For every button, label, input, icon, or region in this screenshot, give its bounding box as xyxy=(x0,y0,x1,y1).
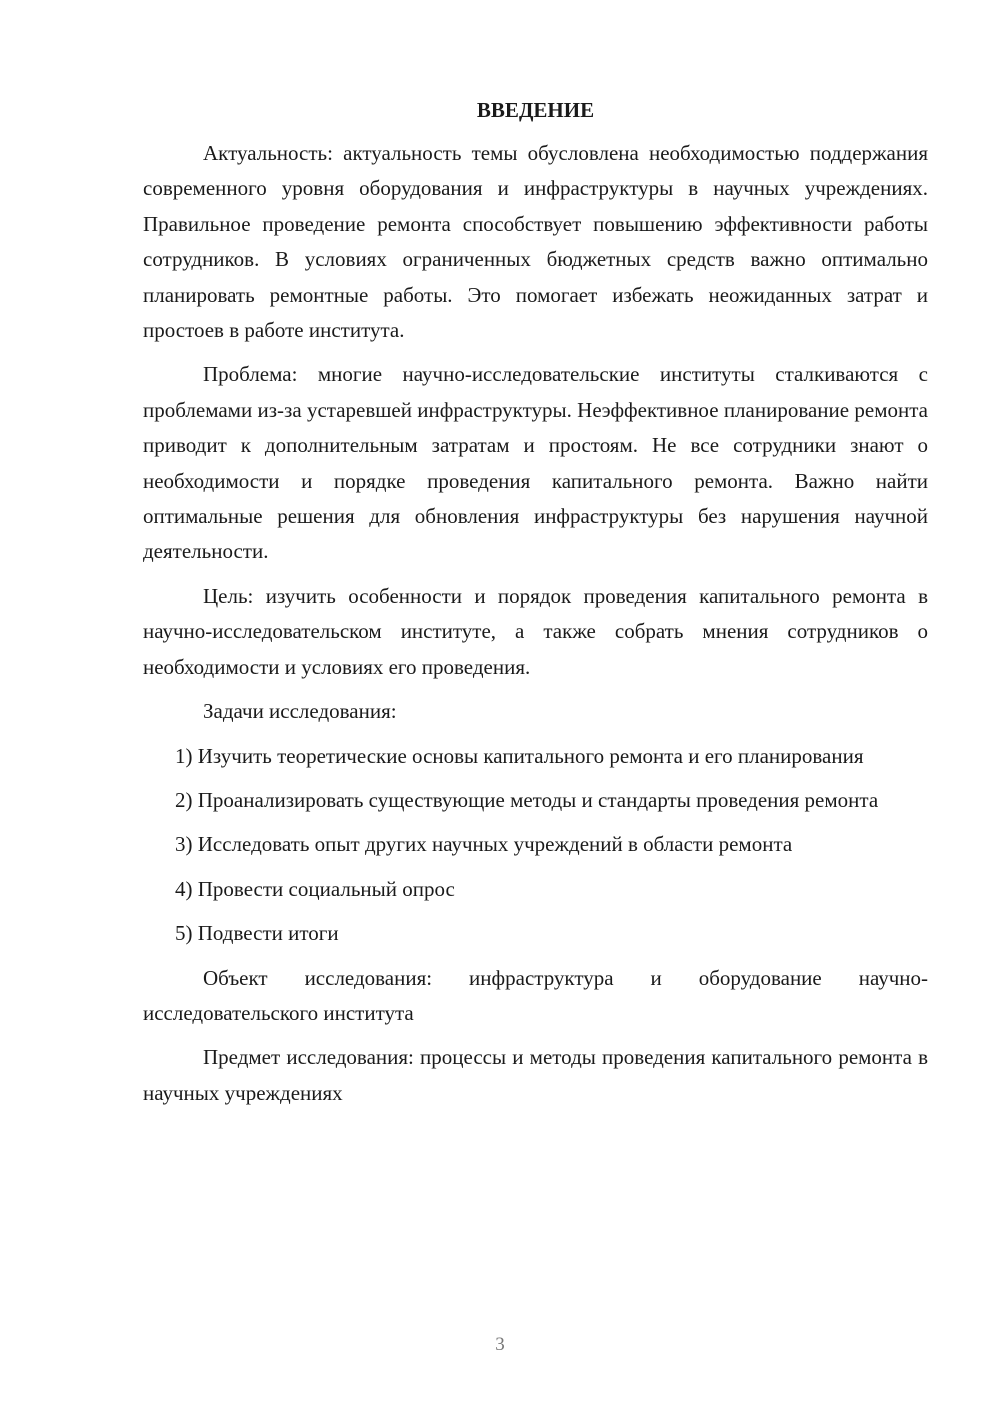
paragraph-subject: Предмет исследования: процессы и методы проведения капитального ремонта в научных учреждениях xyxy=(143,1045,928,1105)
list-item: 1) Изучить теоретические основы капитального ремонта и его планирования xyxy=(175,743,864,768)
page-title: ВВЕДЕНИЕ xyxy=(476,98,595,122)
list-item: 5) Подвести итоги xyxy=(175,921,339,946)
paragraph-object: Объект исследования: инфраструктура и оборудование научно-исследовательского института xyxy=(143,965,928,1025)
paragraph-relevance: Актуальность: актуальность темы обусловлена необходимостью поддержания современного уровня оборудования и инфраструктуры в научных учреждениях. Правильное проведение ремонта способствует повышению эффективности работы сотрудников. В условиях ограниченных бюджетных средств важно оптимально планировать ремонтные работы. Это помогает избежать неожиданных затрат и простоев в работе института. xyxy=(143,141,928,343)
list-item: 3) Исследовать опыт других научных учреждений в области ремонта xyxy=(175,832,793,857)
list-item: 2) Проанализировать существующие методы и стандарты проведения ремонта xyxy=(175,787,879,812)
document-page xyxy=(143,96,928,1111)
list-item: 4) Провести социальный опрос xyxy=(175,876,455,901)
paragraph-goal: Цель: изучить особенности и порядок проведения капитального ремонта в научно-исследовательском институте, а также собрать мнения сотрудников о необходимости и условиях его проведения. xyxy=(143,583,928,679)
page-number: 3 xyxy=(495,1334,505,1355)
tasks-heading: Задачи исследования: xyxy=(203,699,397,724)
paragraph-problem: Проблема: многие научно-исследовательские институты сталкиваются с проблемами из-за устаревшей инфраструктуры. Неэффективное планирование ремонта приводит к дополнительным затратам и простоям. Не все сотрудники знают о необходимости и порядке проведения капитального ремонта. Важно найти оптимальные решения для обновления инфраструктуры без нарушения научной деятельности. xyxy=(143,362,928,564)
